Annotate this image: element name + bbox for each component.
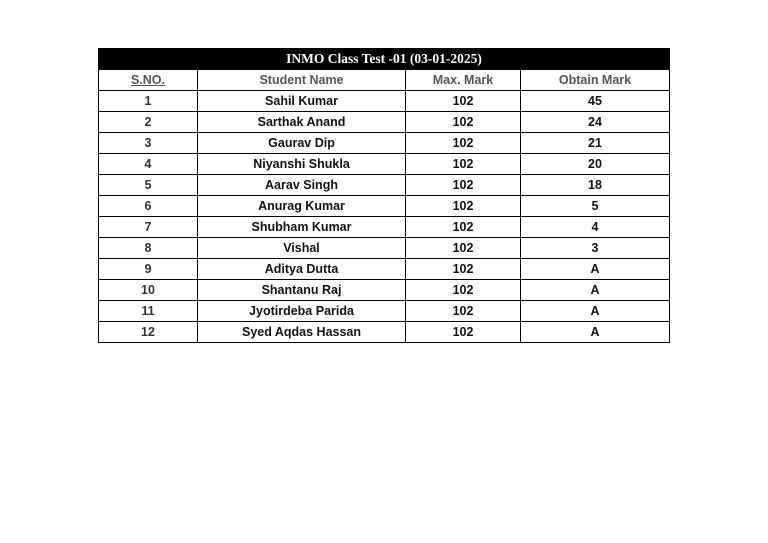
row-obtain-mark: A bbox=[521, 280, 670, 301]
row-obtain-mark: 20 bbox=[521, 154, 670, 175]
row-max-mark: 102 bbox=[406, 238, 521, 259]
table-row bbox=[99, 217, 670, 238]
row-max-mark: 102 bbox=[406, 280, 521, 301]
row-max-mark: 102 bbox=[406, 154, 521, 175]
row-student-name: Aarav Singh bbox=[198, 175, 406, 196]
table-row bbox=[99, 322, 670, 343]
row-obtain-mark: 5 bbox=[521, 196, 670, 217]
table-row bbox=[99, 259, 670, 280]
row-max-mark: 102 bbox=[406, 175, 521, 196]
row-sno: 6 bbox=[99, 196, 198, 217]
row-max-mark: 102 bbox=[406, 217, 521, 238]
row-max-mark: 102 bbox=[406, 112, 521, 133]
row-sno: 7 bbox=[99, 217, 198, 238]
table-row bbox=[99, 133, 670, 154]
row-sno: 4 bbox=[99, 154, 198, 175]
table-body bbox=[99, 91, 670, 343]
column-header-obtain-mark: Obtain Mark bbox=[521, 70, 670, 91]
row-obtain-mark: 24 bbox=[521, 112, 670, 133]
row-obtain-mark: A bbox=[521, 322, 670, 343]
table-row bbox=[99, 196, 670, 217]
row-student-name: Niyanshi Shukla bbox=[198, 154, 406, 175]
table-title: INMO Class Test -01 (03-01-2025) bbox=[99, 49, 670, 70]
row-max-mark: 102 bbox=[406, 196, 521, 217]
table-row bbox=[99, 154, 670, 175]
row-student-name: Aditya Dutta bbox=[198, 259, 406, 280]
column-header-max-mark: Max. Mark bbox=[406, 70, 521, 91]
row-sno: 8 bbox=[99, 238, 198, 259]
row-max-mark: 102 bbox=[406, 301, 521, 322]
row-obtain-mark: 4 bbox=[521, 217, 670, 238]
table-row bbox=[99, 112, 670, 133]
column-header-student-name: Student Name bbox=[198, 70, 406, 91]
row-sno: 10 bbox=[99, 280, 198, 301]
results-sheet bbox=[98, 48, 669, 343]
row-student-name: Anurag Kumar bbox=[198, 196, 406, 217]
row-student-name: Sahil Kumar bbox=[198, 91, 406, 112]
row-obtain-mark: 18 bbox=[521, 175, 670, 196]
row-sno: 2 bbox=[99, 112, 198, 133]
row-obtain-mark: A bbox=[521, 301, 670, 322]
row-obtain-mark: 3 bbox=[521, 238, 670, 259]
row-student-name: Shantanu Raj bbox=[198, 280, 406, 301]
results-table bbox=[98, 48, 670, 343]
row-sno: 12 bbox=[99, 322, 198, 343]
row-max-mark: 102 bbox=[406, 133, 521, 154]
row-student-name: Syed Aqdas Hassan bbox=[198, 322, 406, 343]
table-row bbox=[99, 175, 670, 196]
column-header-sno: S.NO. bbox=[99, 70, 198, 91]
row-student-name: Jyotirdeba Parida bbox=[198, 301, 406, 322]
row-sno: 3 bbox=[99, 133, 198, 154]
row-sno: 1 bbox=[99, 91, 198, 112]
column-header-row bbox=[99, 70, 670, 91]
table-row bbox=[99, 238, 670, 259]
row-student-name: Vishal bbox=[198, 238, 406, 259]
row-student-name: Sarthak Anand bbox=[198, 112, 406, 133]
row-obtain-mark: 21 bbox=[521, 133, 670, 154]
table-row bbox=[99, 280, 670, 301]
row-obtain-mark: 45 bbox=[521, 91, 670, 112]
row-sno: 9 bbox=[99, 259, 198, 280]
row-student-name: Gaurav Dip bbox=[198, 133, 406, 154]
row-max-mark: 102 bbox=[406, 259, 521, 280]
row-student-name: Shubham Kumar bbox=[198, 217, 406, 238]
row-sno: 11 bbox=[99, 301, 198, 322]
table-row bbox=[99, 301, 670, 322]
row-max-mark: 102 bbox=[406, 322, 521, 343]
row-sno: 5 bbox=[99, 175, 198, 196]
table-row bbox=[99, 91, 670, 112]
row-max-mark: 102 bbox=[406, 91, 521, 112]
row-obtain-mark: A bbox=[521, 259, 670, 280]
